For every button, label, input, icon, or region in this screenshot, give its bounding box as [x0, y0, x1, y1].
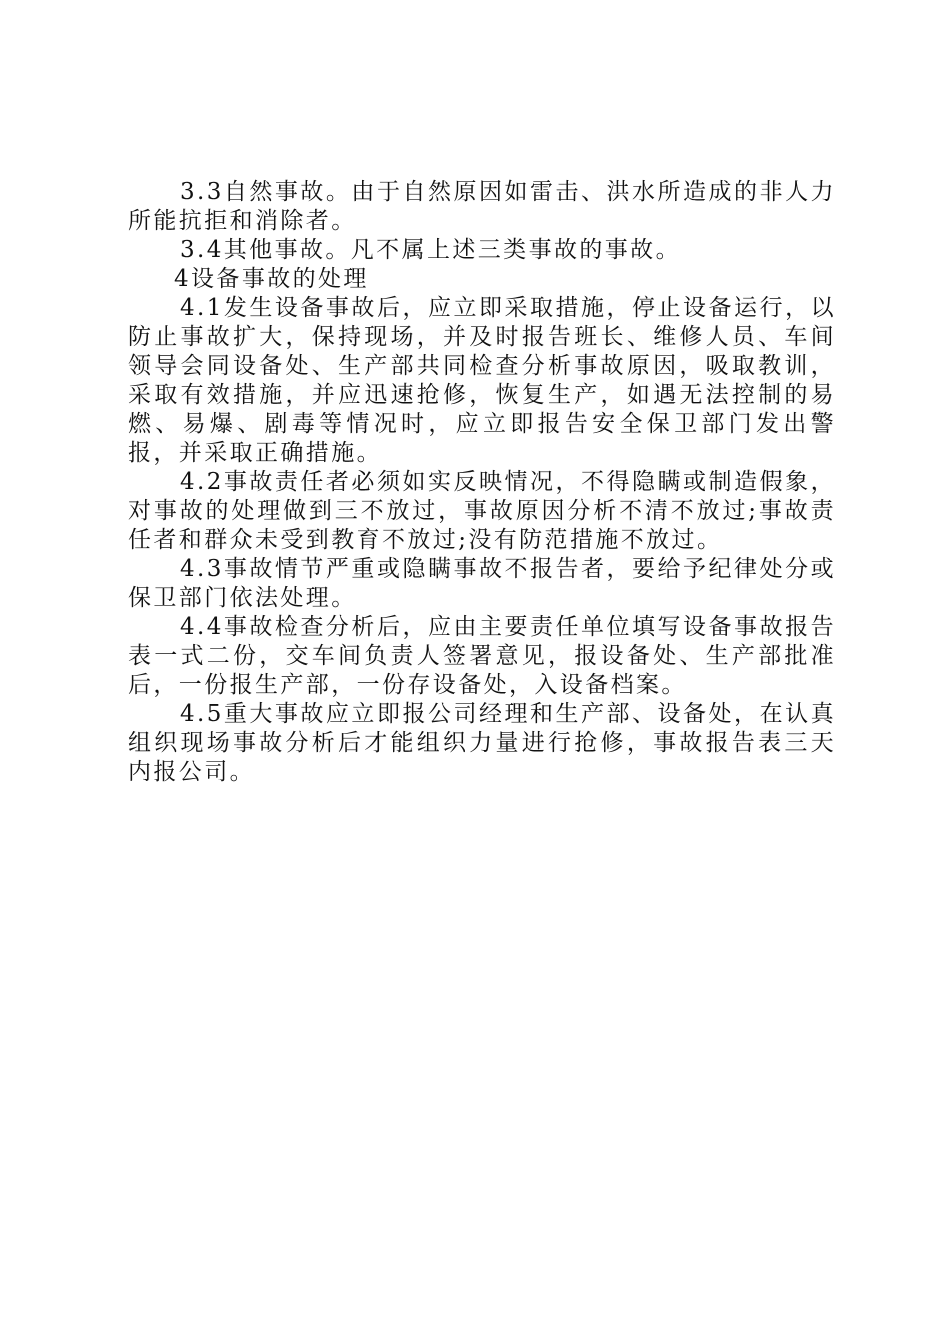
paragraph-4-5: 4.5重大事故应立即报公司经理和生产部、设备处，在认真组织现场事故分析后才能组织力量进行抢修，事故报告表三天内报公司。: [128, 701, 836, 785]
paragraph-4-3: 4.3事故情节严重或隐瞒事故不报告者，要给予纪律处分或保卫部门依法处理。: [128, 556, 836, 611]
section-heading-4-accident-handling: 4设备事故的处理: [174, 266, 369, 292]
paragraph-3-4-other-accident: 3.4其他事故。凡不属上述三类事故的事故。: [180, 237, 681, 263]
paragraph-3-3-natural-accident: 3.3自然事故。由于自然原因如雷击、洪水所造成的非人力所能抗拒和消除者。: [128, 179, 836, 234]
paragraph-4-4: 4.4事故检查分析后，应由主要责任单位填写设备事故报告表一式二份，交车间负责人签署意见，报设备处、生产部批准后，一份报生产部，一份存设备处，入设备档案。: [128, 614, 836, 698]
paragraph-4-1: 4.1发生设备事故后，应立即采取措施，停止设备运行，以防止事故扩大，保持现场，并及时报告班长、维修人员、车间领导会同设备处、生产部共同检查分析事故原因，吸取教训，采取有效措施，并应迅速抢修，恢复生产，如遇无法控制的易燃、易爆、剧毒等情况时，应立即报告安全保卫部门发出警报，并采取正确措施。: [128, 295, 836, 466]
paragraph-4-2: 4.2事故责任者必须如实反映情况，不得隐瞒或制造假象，对事故的处理做到三不放过，事故原因分析不清不放过;事故责任者和群众未受到教育不放过;没有防范措施不放过。: [128, 469, 836, 553]
document-body: [128, 178, 836, 787]
